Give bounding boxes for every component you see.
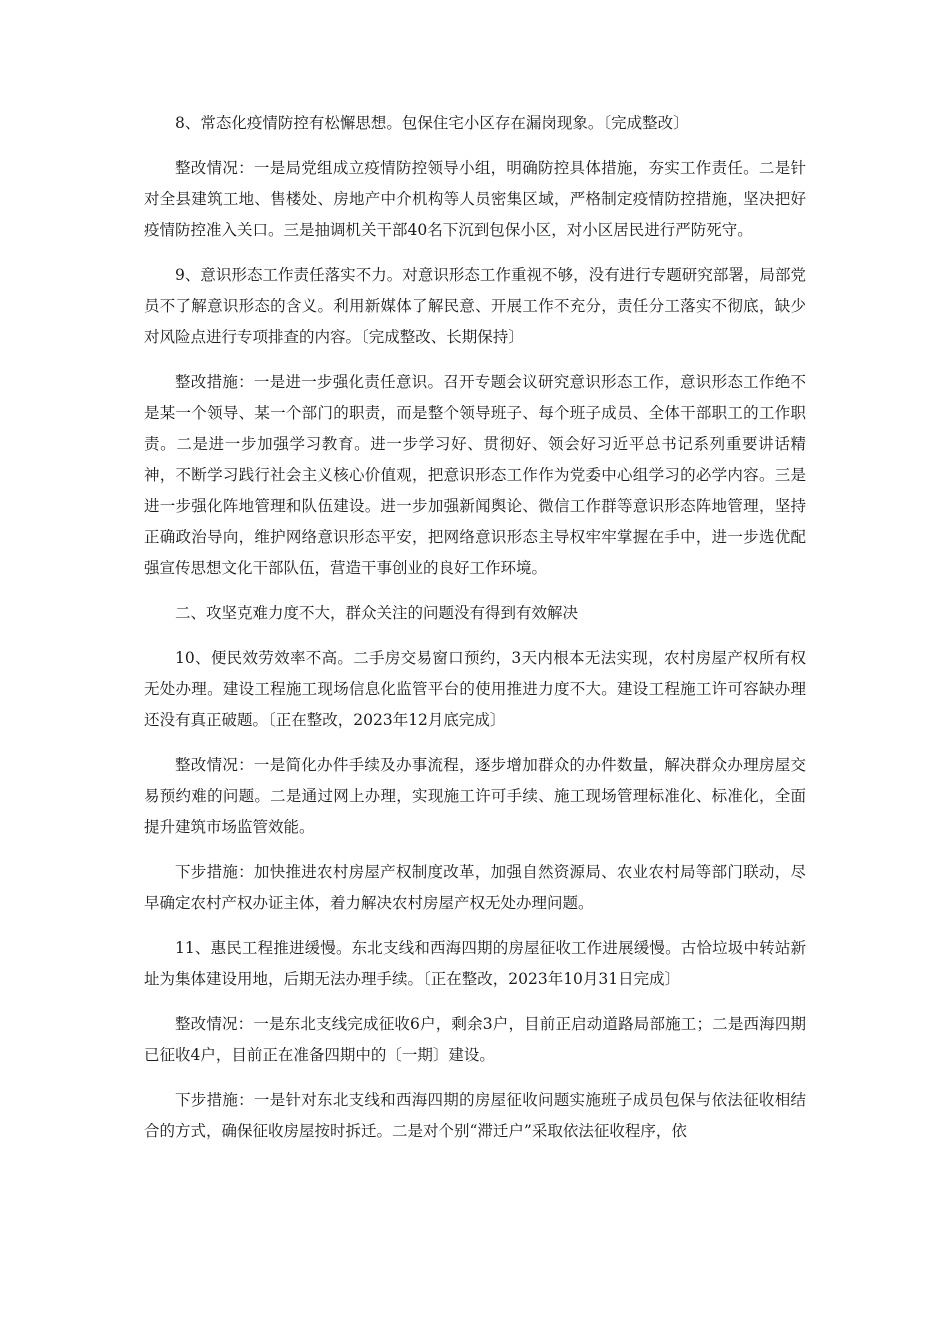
paragraph-item-11: 11、惠民工程推进缓慢。东北支线和西海四期的房屋征收工作进展缓慢。古恰垃圾中转站新址为集体建设用地，后期无法办理手续。〔正在整改，2023年10月31日完成〕 bbox=[144, 939, 806, 988]
document-page bbox=[144, 108, 806, 1161]
paragraph-item-8: 8、常态化疫情防控有松懈思想。包保住宅小区存在漏岗现象。〔完成整改〕 bbox=[175, 114, 689, 132]
paragraph-next-steps: 下步措施：一是针对东北支线和西海四期的房屋征收问题实施班子成员包保与依法征收相结合的方式，确保征收房屋按时拆迁。二是对个别“滞迁户”采取依法征收程序，依 bbox=[144, 1091, 806, 1140]
paragraph-rectification-status: 整改情况：一是局党组成立疫情防控领导小组，明确防控具体措施，夯实工作责任。二是针对全县建筑工地、售楼处、房地产中介机构等人员密集区域，严格制定疫情防控措施，坚决把好疫情防控准入关口。三是抽调机关干部40名下沉到包保小区，对小区居民进行严防死守。 bbox=[144, 159, 806, 239]
paragraph-item-9: 9、意识形态工作责任落实不力。对意识形态工作重视不够，没有进行专题研究部署，局部党员不了解意识形态的含义。利用新媒体了解民意、开展工作不充分，责任分工落实不彻底，缺少对风险点进行专项排查的内容。〔完成整改、长期保持〕 bbox=[144, 266, 806, 346]
paragraph-item-10: 10、便民效劳效率不高。二手房交易窗口预约，3天内根本无法实现，农村房屋产权所有权无处办理。建设工程施工现场信息化监管平台的使用推进力度不大。建设工程施工许可容缺办理还没有真正破题。〔正在整改，2023年12月底完成〕 bbox=[144, 649, 806, 729]
paragraph-rectification-status: 整改情况：一是东北支线完成征收6户，剩余3户，目前正启动道路局部施工；二是西海四期已征收4户，目前正在准备四期中的〔一期〕建设。 bbox=[144, 1015, 806, 1064]
paragraph-next-steps: 下步措施：加快推进农村房屋产权制度改革，加强自然资源局、农业农村局等部门联动，尽早确定农村产权办证主体，着力解决农村房屋产权无处办理问题。 bbox=[144, 863, 806, 912]
section-heading-2: 二、攻坚克难力度不大，群众关注的问题没有得到有效解决 bbox=[175, 604, 579, 622]
paragraph-rectification-status: 整改情况：一是简化办件手续及办事流程，逐步增加群众的办件数量，解决群众办理房屋交易预约难的问题。二是通过网上办理，实现施工许可手续、施工现场管理标准化、标准化，全面提升建筑市场监管效能。 bbox=[144, 756, 806, 836]
paragraph-rectification-measures: 整改措施：一是进一步强化责任意识。召开专题会议研究意识形态工作，意识形态工作绝不是某一个领导、某一个部门的职责，而是整个领导班子、每个班子成员、全体干部职工的工作职责。二是进一步加强学习教育。进一步学习好、贯彻好、领会好习近平总书记系列重要讲话精神，不断学习践行社会主义核心价值观，把意识形态工作作为党委中心组学习的必学内容。三是进一步强化阵地管理和队伍建设。进一步加强新闻舆论、微信工作群等意识形态阵地管理，坚持正确政治导向，维护网络意识形态平安，把网络意识形态主导权牢牢掌握在手中，进一步选优配强宣传思想文化干部队伍，营造干事创业的良好工作环境。 bbox=[144, 373, 806, 577]
